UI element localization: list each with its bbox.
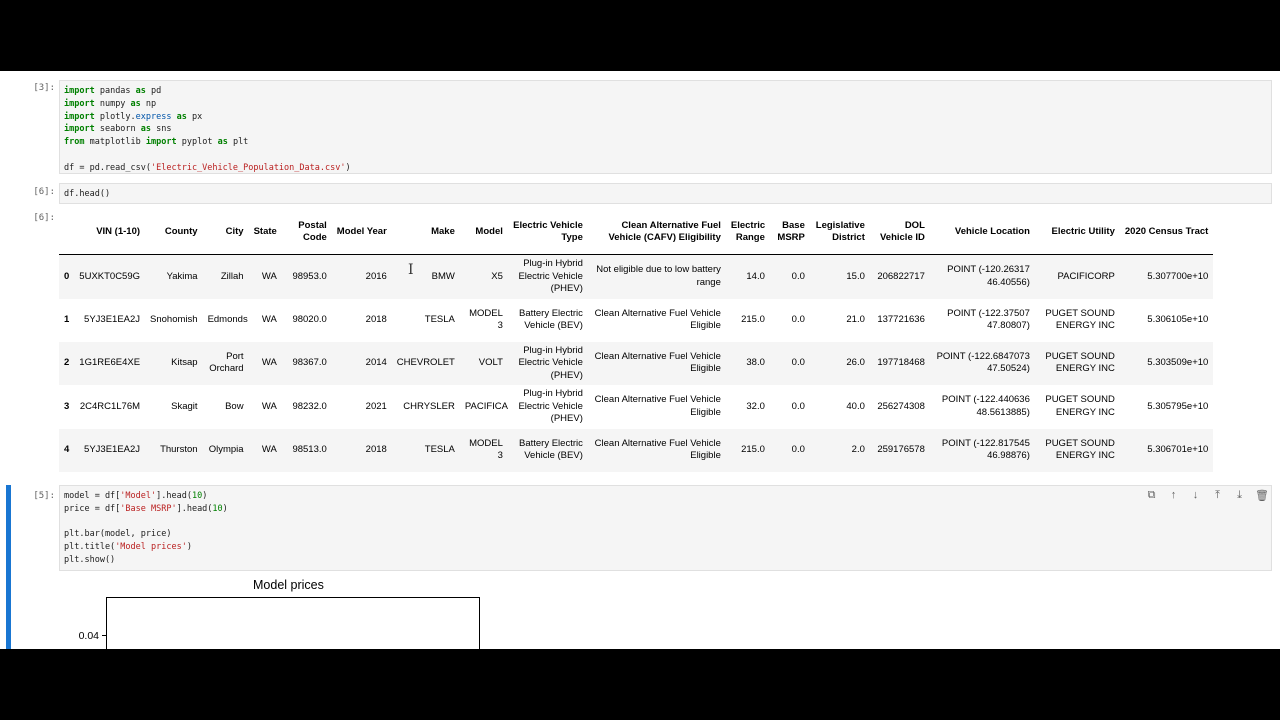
- code-editor[interactable]: [59, 183, 1272, 204]
- table-cell: 2021: [365, 400, 387, 412]
- table-cell: 98953.0: [292, 270, 327, 282]
- code-token: from: [64, 137, 85, 148]
- code-token: as: [130, 98, 141, 109]
- table-cell: 40.0: [846, 400, 865, 412]
- code-token: df.head(): [64, 189, 111, 199]
- table-cell: POINT (-122.6847073 47.50524): [936, 350, 1030, 375]
- cell-prompt: [3]:: [33, 83, 55, 93]
- table-cell: 0.0: [791, 443, 805, 455]
- column-header: DOL Vehicle ID: [870, 210, 930, 255]
- table-cell: 26.0: [846, 357, 865, 368]
- code-token: price = df[: [64, 503, 121, 514]
- table-cell: 1G1RE6E4XE: [79, 357, 141, 368]
- column-header: Clean Alternative Fuel Vehicle (CAFV) Eligibility: [588, 210, 726, 255]
- code-token: plt: [227, 137, 249, 148]
- table-cell: TESLA: [424, 443, 455, 455]
- code-token: import: [145, 137, 177, 148]
- table-cell: 206822717: [877, 270, 925, 282]
- table-cell: CHRYSLER: [403, 400, 455, 412]
- arrow-down-icon[interactable]: ↓: [1192, 489, 1199, 501]
- table-cell: WA: [261, 357, 277, 368]
- code-editor[interactable]: [59, 80, 1272, 174]
- column-header: County: [145, 210, 203, 255]
- table-cell: PUGET SOUND ENERGY INC: [1045, 394, 1115, 418]
- table-row: [59, 342, 1213, 386]
- table-cell: Bow: [225, 400, 244, 412]
- y-tick-label: 0.04: [78, 630, 99, 642]
- table-cell: WA: [261, 400, 277, 412]
- table-cell: Not eligible due to low battery range: [596, 264, 721, 288]
- code-token: ): [202, 491, 208, 501]
- text-cursor: I: [408, 262, 414, 278]
- table-cell: CHEVROLET: [396, 357, 455, 368]
- table-cell: WA: [261, 270, 277, 282]
- column-header: 2020 Census Tract: [1120, 210, 1213, 255]
- column-header: Model: [460, 210, 508, 255]
- table-row: [59, 255, 1213, 299]
- column-header: State: [249, 210, 282, 255]
- table-cell: 32.0: [746, 400, 765, 412]
- table-cell: 215.0: [741, 313, 765, 325]
- code-token: plt.show(): [64, 554, 116, 565]
- plot-frame: [107, 598, 480, 650]
- code-token: 10: [191, 491, 203, 501]
- code-token: import: [64, 86, 95, 96]
- row-index: 1: [64, 313, 70, 325]
- code-text: [60, 184, 1271, 205]
- cell-prompt: [5]:: [33, 491, 55, 501]
- table-cell: 215.0: [741, 443, 765, 455]
- table-cell: 0.0: [791, 313, 805, 325]
- code-token: as: [217, 137, 228, 148]
- column-header: Base MSRP: [770, 210, 810, 255]
- code-token: plt.title(: [64, 542, 116, 553]
- table-cell: 38.0: [746, 357, 765, 368]
- column-header: Postal Code: [282, 210, 332, 255]
- table-cell: Kitsap: [171, 357, 198, 368]
- row-index: 2: [64, 357, 70, 368]
- code-token: 'Electric_Vehicle_Population_Data.csv': [151, 162, 346, 173]
- insert-below-icon[interactable]: ⤓: [1237, 489, 1242, 501]
- table-cell: 5.303509e+10: [1147, 357, 1209, 368]
- code-editor[interactable]: [59, 485, 1272, 571]
- active-cell-indicator: [6, 485, 11, 649]
- table-cell: 0.0: [791, 270, 805, 282]
- code-token: ].head(: [176, 503, 213, 514]
- table-cell: Skagit: [171, 400, 198, 412]
- code-token: pyplot: [176, 137, 218, 148]
- code-token: ): [186, 542, 192, 553]
- table-cell: 5UXKT0C59G: [79, 270, 141, 282]
- table-cell: POINT (-122.440636 48.5613885): [941, 394, 1030, 418]
- table-cell: 98232.0: [292, 400, 327, 412]
- table-cell: 5.305795e+10: [1147, 400, 1209, 412]
- table-cell: 5YJ3E1EA2J: [84, 313, 141, 325]
- table-cell: 0.0: [791, 400, 805, 412]
- table-cell: MODEL 3: [469, 307, 503, 331]
- table-cell: WA: [261, 313, 277, 325]
- table-cell: POINT (-120.26317 46.40556): [947, 264, 1030, 288]
- table-body: [59, 255, 1213, 472]
- table-cell: BMW: [431, 270, 455, 282]
- code-token: np: [140, 98, 157, 109]
- copy-icon[interactable]: ⧉: [1147, 489, 1156, 501]
- column-header: Make: [392, 210, 460, 255]
- table-cell: 0.0: [791, 357, 805, 368]
- code-token: plotly: [94, 111, 131, 122]
- table-cell: MODEL 3: [469, 437, 503, 461]
- code-token: express: [135, 111, 172, 122]
- table-cell: Clean Alternative Fuel Vehicle Eligible: [594, 350, 721, 375]
- table-cell: PUGET SOUND ENERGY INC: [1045, 307, 1115, 331]
- code-token: plt.bar(model, price): [64, 529, 172, 540]
- code-token: as: [176, 111, 187, 122]
- cell-prompt: [6]:: [33, 187, 55, 197]
- table-cell: 14.0: [746, 270, 765, 282]
- row-index: 3: [64, 400, 70, 412]
- table-cell: 5.307700e+10: [1147, 270, 1209, 282]
- table-cell: 5.306701e+10: [1147, 443, 1209, 455]
- column-header: Legislative District: [810, 210, 870, 255]
- chart-axes: [60, 593, 490, 649]
- table-cell: 256274308: [877, 400, 925, 412]
- notebook-panel: [0, 71, 1280, 649]
- row-index: 0: [64, 270, 70, 282]
- dataframe-output: [59, 210, 1213, 472]
- column-header: [59, 210, 74, 255]
- table-cell: 2018: [365, 443, 387, 455]
- table-cell: PACIFICA: [464, 400, 508, 412]
- column-header: Model Year: [332, 210, 392, 255]
- code-token: as: [135, 86, 146, 96]
- column-header: Electric Range: [726, 210, 770, 255]
- table-cell: Edmonds: [207, 313, 248, 325]
- table-cell: Zillah: [220, 270, 244, 282]
- table-cell: 98020.0: [292, 313, 327, 325]
- code-token: import: [64, 98, 95, 109]
- table-cell: Battery Electric Vehicle (BEV): [518, 307, 583, 331]
- table-cell: 5YJ3E1EA2J: [84, 443, 141, 455]
- arrow-up-icon[interactable]: ↑: [1170, 489, 1177, 501]
- table-cell: 21.0: [846, 313, 865, 325]
- code-token: numpy: [94, 98, 131, 109]
- table-cell: Olympia: [208, 443, 244, 455]
- row-index: 4: [64, 443, 70, 455]
- column-header: VIN (1-10): [74, 210, 145, 255]
- code-token: df = pd.read_csv(: [64, 162, 151, 173]
- code-token: matplotlib: [84, 137, 146, 148]
- table-cell: POINT (-122.37507 47.80807): [947, 307, 1030, 331]
- column-header: Electric Utility: [1035, 210, 1120, 255]
- code-token: px: [186, 111, 203, 122]
- table-row: [59, 385, 1213, 429]
- code-token: 'Model': [120, 491, 157, 501]
- code-token: .: [130, 111, 136, 122]
- chart-title: Model prices: [253, 578, 324, 592]
- code-text: [60, 486, 1271, 571]
- code-token: model = df[: [64, 491, 121, 501]
- code-token: pd: [145, 86, 162, 96]
- code-token: seaborn: [94, 124, 141, 135]
- table-cell: PACIFICORP: [1057, 270, 1115, 282]
- code-token: sns: [151, 124, 172, 135]
- column-header: City: [203, 210, 249, 255]
- table-cell: Plug-in Hybrid Electric Vehicle (PHEV): [518, 388, 583, 424]
- table-cell: PUGET SOUND ENERGY INC: [1045, 437, 1115, 461]
- code-token: 'Base MSRP': [120, 503, 177, 514]
- table-cell: 98367.0: [292, 357, 327, 368]
- code-token: import: [64, 124, 95, 135]
- table-cell: 2018: [365, 313, 387, 325]
- code-text: [60, 81, 1271, 179]
- table-cell: Thurston: [160, 443, 198, 455]
- table-cell: Port Orchard: [209, 350, 244, 375]
- table-cell: Snohomish: [150, 313, 198, 325]
- code-token: ): [345, 162, 351, 173]
- table-cell: 5.306105e+10: [1147, 313, 1209, 325]
- delete-icon[interactable]: 🗑: [1255, 490, 1269, 502]
- table-cell: X5: [491, 270, 503, 282]
- table-cell: Clean Alternative Fuel Vehicle Eligible: [594, 437, 721, 461]
- insert-above-icon[interactable]: ⤒: [1215, 489, 1220, 501]
- table-cell: TESLA: [424, 313, 455, 325]
- table-row: [59, 299, 1213, 342]
- table-cell: WA: [261, 443, 277, 455]
- code-token: 'Model prices': [115, 542, 187, 553]
- table-cell: 2C4RC1L76M: [79, 400, 141, 412]
- table-cell: 2.0: [851, 443, 865, 455]
- code-token: ): [222, 503, 228, 514]
- table-cell: 15.0: [846, 270, 865, 282]
- code-token: 10: [212, 503, 223, 514]
- code-token: pandas: [94, 86, 136, 96]
- table-cell: PUGET SOUND ENERGY INC: [1045, 350, 1115, 375]
- table-cell: 197718468: [877, 357, 925, 368]
- column-header: Electric Vehicle Type: [508, 210, 588, 255]
- table-cell: 98513.0: [292, 443, 327, 455]
- table-cell: 2016: [365, 270, 387, 282]
- table-row: [59, 429, 1213, 472]
- output-prompt: [6]:: [33, 213, 55, 223]
- table-header: [59, 210, 1213, 255]
- table-cell: Clean Alternative Fuel Vehicle Eligible: [594, 307, 721, 331]
- table-cell: VOLT: [478, 357, 503, 368]
- code-token: ].head(: [156, 491, 192, 501]
- cell-toolbar: [1145, 489, 1268, 502]
- table-cell: Plug-in Hybrid Electric Vehicle (PHEV): [518, 258, 583, 294]
- table-cell: Plug-in Hybrid Electric Vehicle (PHEV): [518, 344, 583, 381]
- table-cell: 137721636: [877, 313, 925, 325]
- table-cell: POINT (-122.817545 46.98876): [941, 437, 1030, 461]
- table-cell: Yakima: [166, 270, 198, 282]
- table-cell: Clean Alternative Fuel Vehicle Eligible: [594, 394, 721, 418]
- code-token: import: [64, 111, 95, 122]
- table-cell: 2014: [365, 357, 387, 368]
- column-header: Vehicle Location: [930, 210, 1035, 255]
- table-cell: Battery Electric Vehicle (BEV): [518, 437, 583, 461]
- table-cell: 259176578: [877, 443, 925, 455]
- code-token: as: [140, 124, 152, 135]
